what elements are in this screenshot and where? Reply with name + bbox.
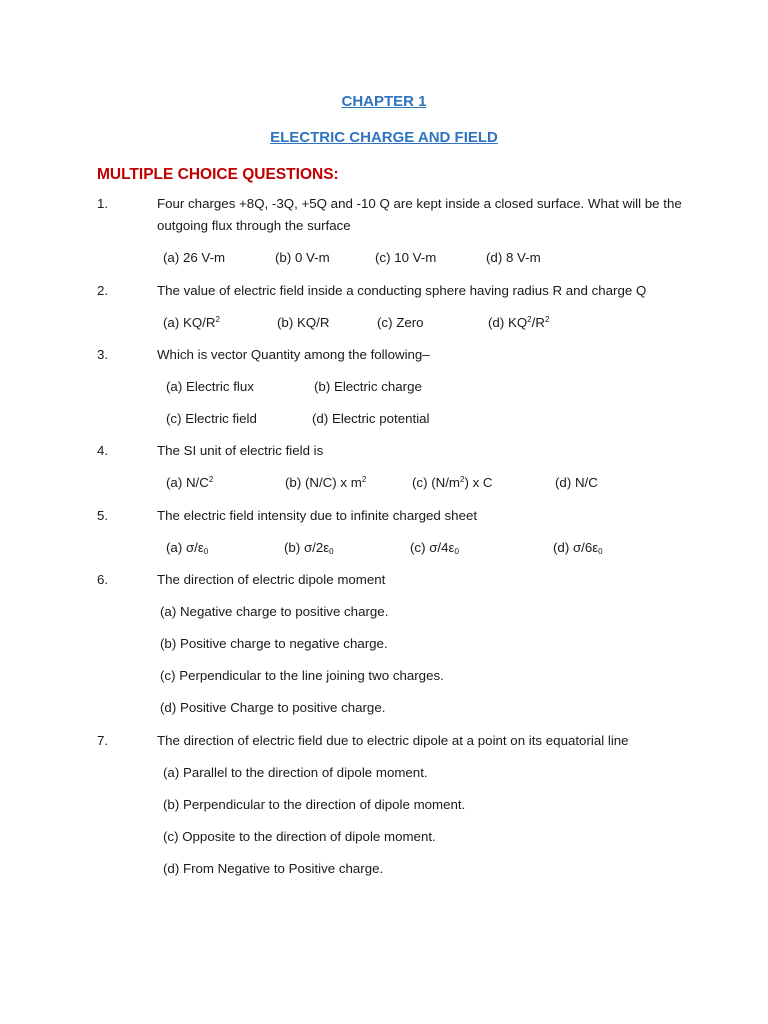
question-text: The SI unit of electric field is	[157, 443, 324, 458]
section-heading: MULTIPLE CHOICE QUESTIONS:	[97, 166, 339, 183]
option-b: (b) Positive charge to negative charge.	[160, 636, 388, 651]
question-number: 5.	[97, 508, 109, 523]
option-b: (b) (N/C) x $m^2$	[285, 475, 367, 490]
question-text: The value of electric field inside a conducting sphere having radius R and charge Q	[157, 283, 647, 298]
option-a: (a) Negative charge to positive charge.	[160, 604, 389, 619]
option-a: (a) Parallel to the direction of dipole moment.	[163, 765, 428, 780]
question-number: 6.	[97, 572, 109, 587]
question-text: The direction of electric field due to electric dipole at a point on its equatorial line	[157, 733, 629, 748]
option-b: (b) Perpendicular to the direction of dipole moment.	[163, 797, 466, 812]
option-d: (d) Electric potential	[312, 411, 430, 426]
option-b: (b) KQ/R	[277, 315, 330, 330]
question-number: 4.	[97, 443, 109, 458]
option-b: (b) Electric charge	[314, 379, 422, 394]
option-d: (d) 8 V-m	[486, 250, 541, 265]
option-c: (c) 10 V-m	[375, 250, 437, 265]
option-d: (d) Positive Charge to positive charge.	[160, 700, 386, 715]
option-d: (d) $KQ^2/R^2$	[488, 315, 550, 330]
question-text: Four charges +8Q, -3Q, +5Q and -10 Q are kept inside a closed surface. What will be the outgoing flux through the surface	[157, 196, 682, 233]
question-number: 7.	[97, 733, 109, 748]
question-number: 1.	[97, 196, 109, 211]
option-a: (a) $\sigma/\varepsilon_0$	[166, 540, 209, 556]
question-text: The direction of electric dipole moment	[157, 572, 386, 587]
question-number: 3.	[97, 347, 109, 362]
chapter-title: ELECTRIC CHARGE AND FIELD	[270, 129, 498, 146]
question-text: The electric field intensity due to infinite charged sheet	[157, 508, 478, 523]
option-a: (a) Electric flux	[166, 379, 254, 394]
option-c: (c) Opposite to the direction of dipole moment.	[163, 829, 436, 844]
option-a: (a) 26 V-m	[163, 250, 226, 265]
option-a: (a) $KQ/R^2$	[163, 315, 220, 330]
question-text: Which is vector Quantity among the following–	[157, 347, 430, 362]
option-c: (c) $(N/m^2)$ x C	[412, 475, 493, 490]
option-c: (c) Zero	[377, 315, 424, 330]
option-a: (a) $N/C^2$	[166, 475, 214, 490]
option-b: (b) $\sigma/2\varepsilon_0$	[284, 540, 334, 556]
option-d: (d) $\sigma/6\varepsilon_0$	[553, 540, 603, 556]
option-c: (c) Perpendicular to the line joining two charges.	[160, 668, 444, 683]
chapter-heading: CHAPTER 1	[341, 93, 427, 110]
question-number: 2.	[97, 283, 109, 298]
option-d: (d) N/C	[555, 475, 598, 490]
option-c: (c) Electric field	[166, 411, 257, 426]
option-d: (d) From Negative to Positive charge.	[163, 861, 384, 876]
option-b: (b) 0 V-m	[275, 250, 330, 265]
option-c: (c) $\sigma/4\varepsilon_0$	[410, 540, 459, 556]
